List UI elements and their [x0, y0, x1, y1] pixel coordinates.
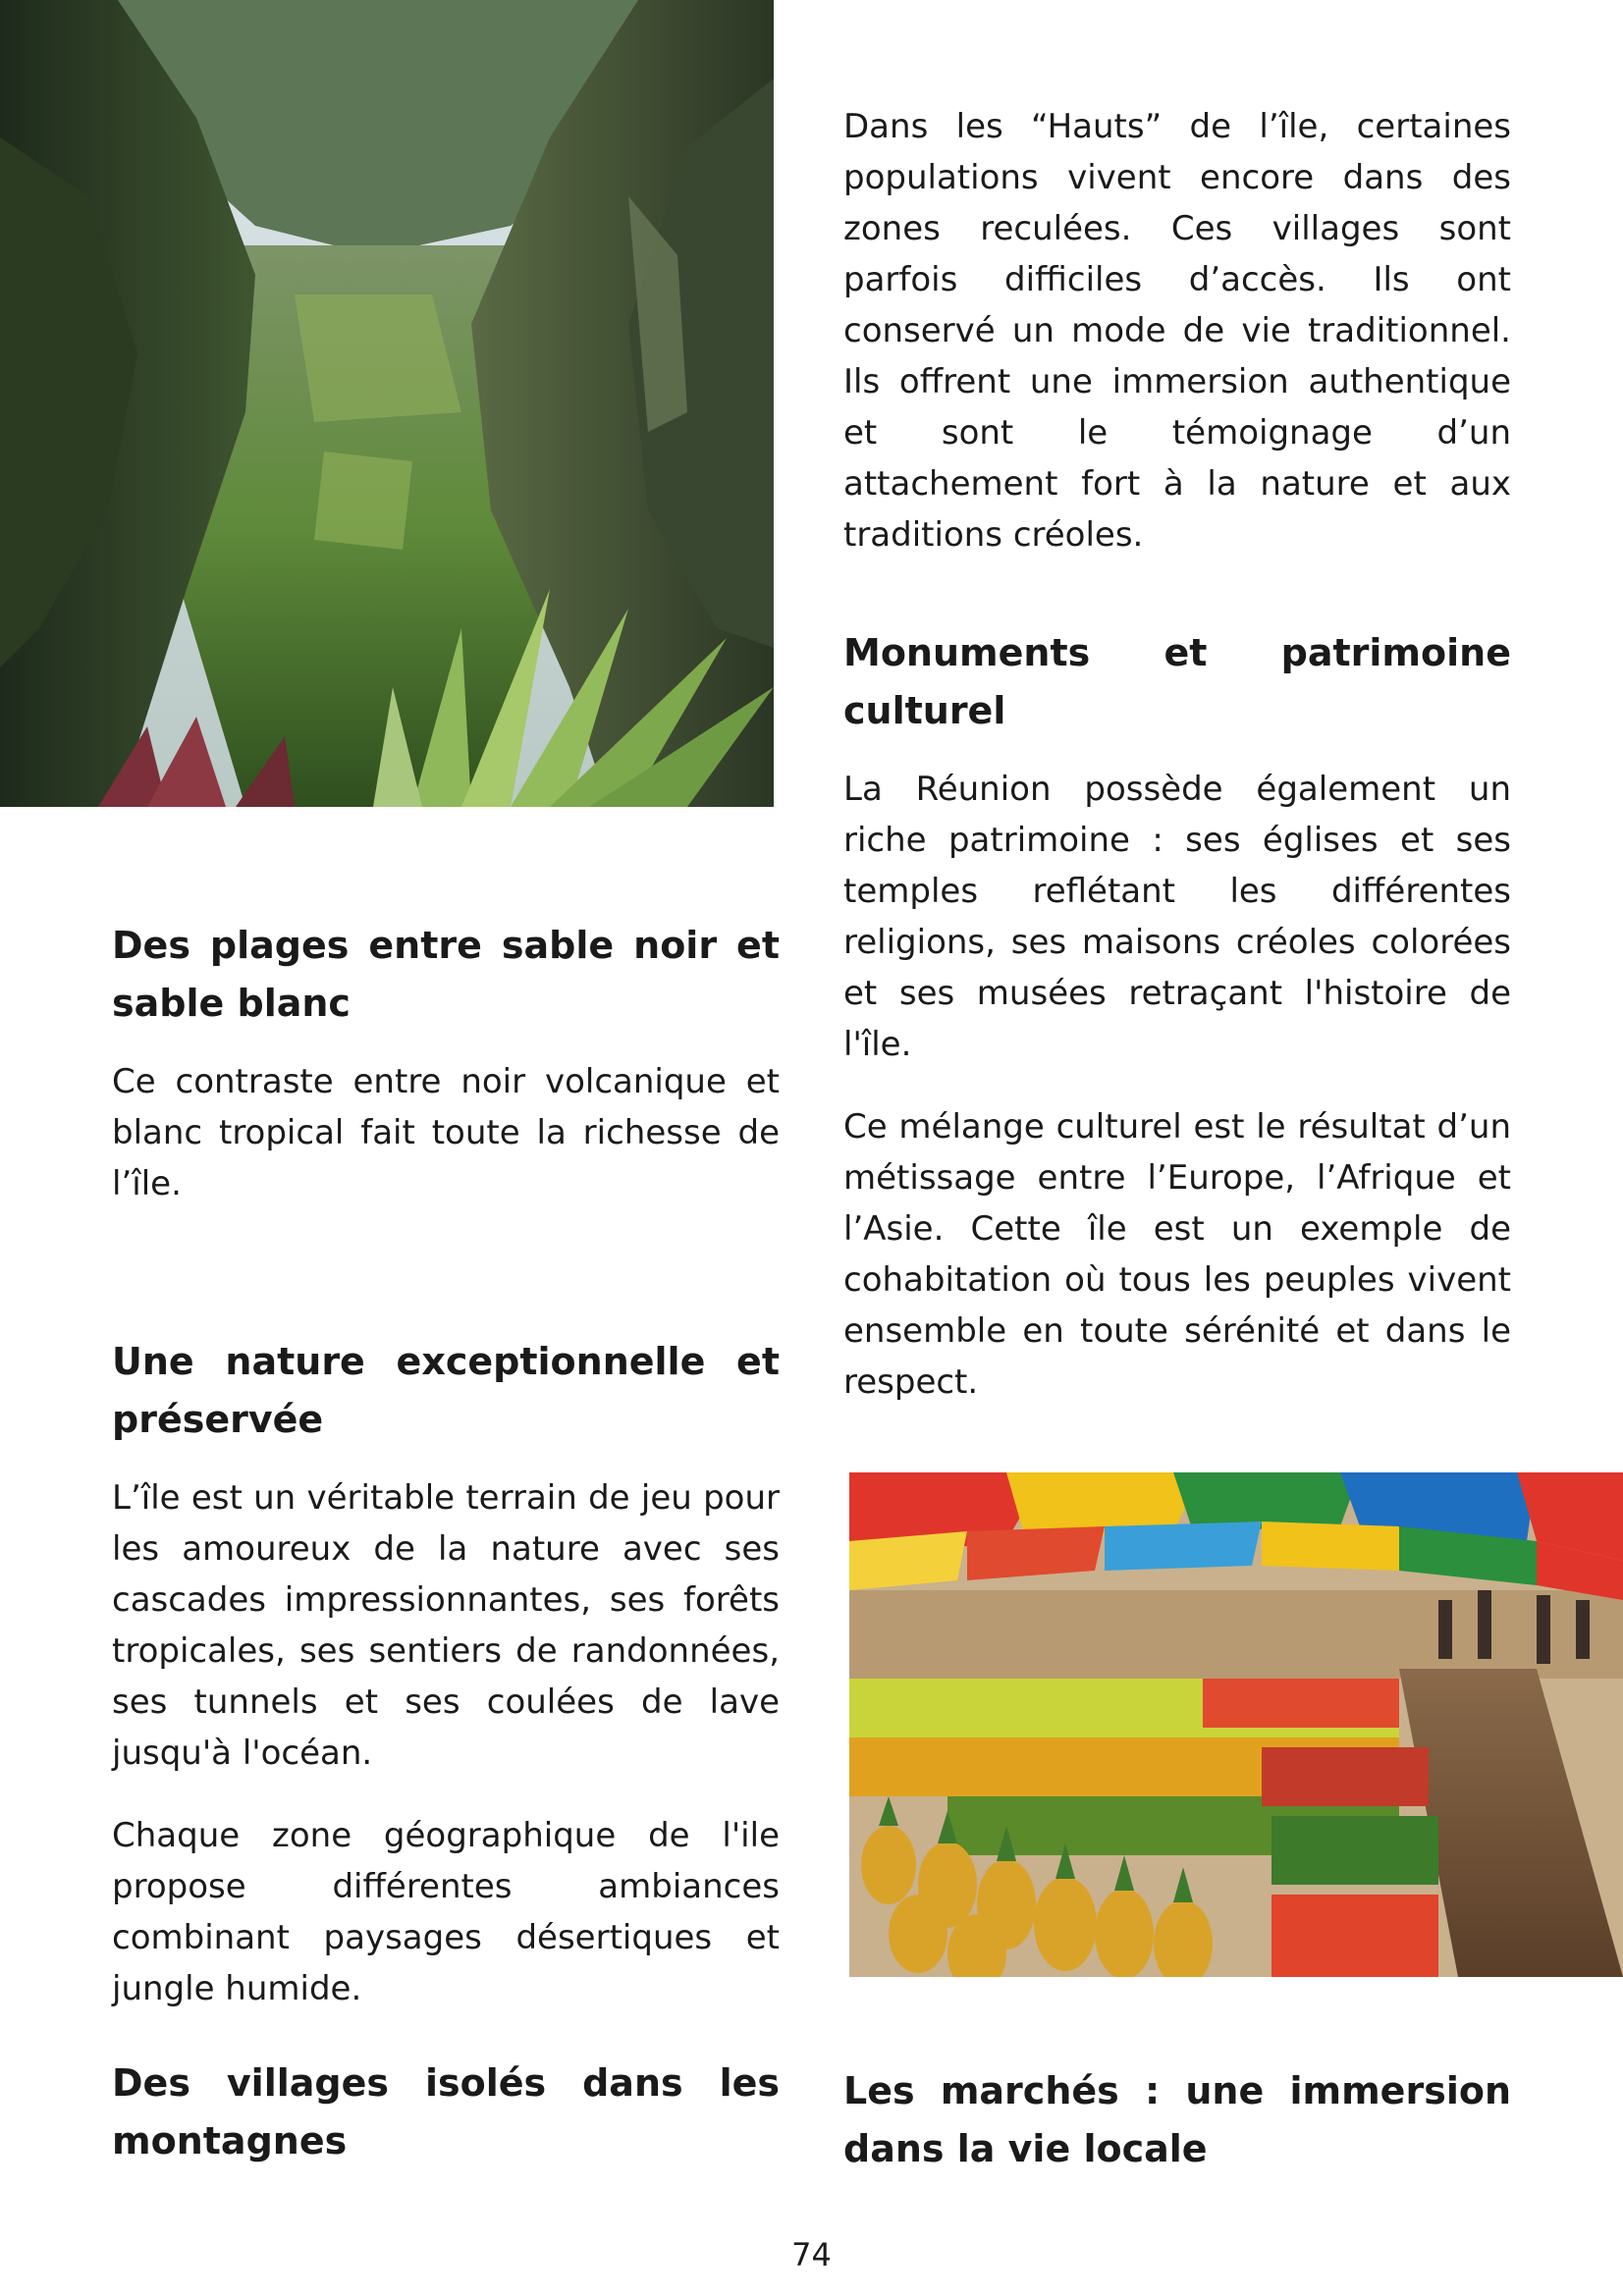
section-heading: Une nature exceptionnelle et préservée: [112, 1340, 780, 1441]
paragraph: Ce contraste entre noir volcanique et blanc tropical fait toute la richesse de l’île.: [112, 1062, 780, 1203]
plages-section: [112, 917, 780, 1209]
page-number: 74: [791, 2236, 832, 2273]
paragraph: Dans les “Hauts” de l’île, certaines populations vivent encore dans des zones reculées. Ces villages sont parfois difficiles d’accès. Ils ont conservé un mode de vie traditionnel. Ils offrent une immersion authentique et sont le témoignage d’un attachement fort à la nature et aux traditions créoles.: [843, 107, 1511, 555]
section-heading: Monuments et patrimoine culturel: [843, 631, 1511, 732]
marches-section: [843, 2062, 1511, 2178]
section-heading: Les marchés : une immersion dans la vie locale: [843, 2069, 1511, 2170]
hauts-villages-text-block: [843, 101, 1511, 561]
fruit-market-photo: [849, 1472, 1623, 1977]
section-heading: Des plages entre sable noir et sable blanc: [112, 924, 780, 1025]
villages-section: [112, 2055, 780, 2170]
monuments-section: [843, 624, 1511, 1408]
paragraph: Chaque zone géographique de l'ile propose différentes ambiances combinant paysages désertiques et jungle humide.: [112, 1816, 780, 2008]
mountain-valley-photo: [0, 0, 774, 807]
section-heading: Des villages isolés dans les montagnes: [112, 2061, 780, 2163]
paragraph: La Réunion possède également un riche patrimoine : ses églises et ses temples reflétant les différentes religions, ses maisons créoles colorées et ses musées retraçant l'histoire de l'île.: [843, 770, 1511, 1064]
nature-section: [112, 1333, 780, 2014]
paragraph: L’île est un véritable terrain de jeu pour les amoureux de la nature avec ses cascades impressionnantes, ses forêts tropicales, ses sentiers de randonnées, ses tunnels et ses coulées de lave jusqu'à l'océan.: [112, 1478, 780, 1773]
paragraph: Ce mélange culturel est le résultat d’un métissage entre l’Europe, l’Afrique et l’Asie. Cette île est un exemple de cohabitation où tous les peuples vivent ensemble en toute sérénité et dans le respect.: [843, 1107, 1511, 1402]
